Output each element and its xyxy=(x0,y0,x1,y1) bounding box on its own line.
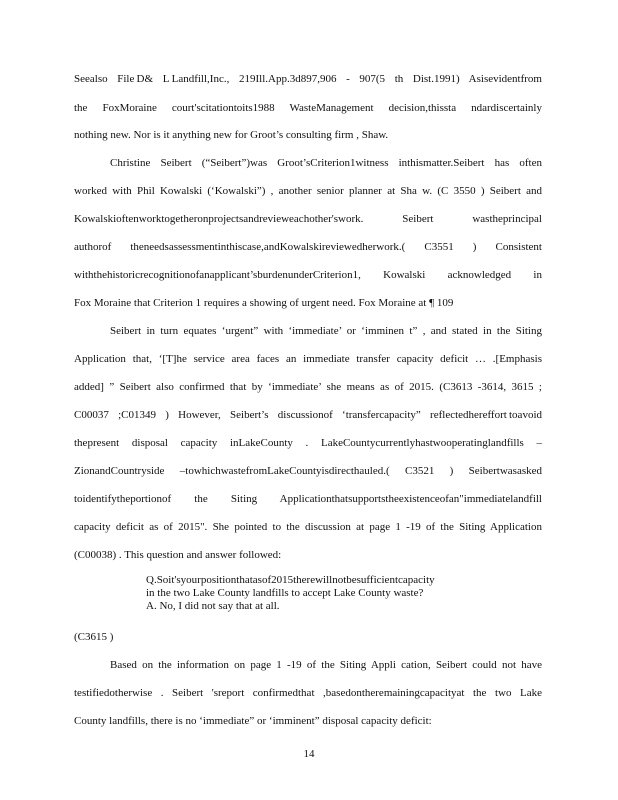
text-line: withthehistoricrecognitionofanapplicant’sburdenunderCriterion1, Kowalski acknowledged in xyxy=(74,269,542,281)
text-line: ZionandCountryside –towhichwastefromLakeCountyisdirecthauled.( C3521 ) Seibertwasasked xyxy=(74,465,542,477)
text-line: Based on the information on page 1 -19 of the Siting Appli cation, Seibert could not have xyxy=(110,659,542,671)
citation: (C3615 ) xyxy=(74,631,114,643)
text-line: authorof theneedsassessmentinthiscase,andKowalskireviewedherwork.( C3551 ) Consistent xyxy=(74,241,542,253)
text-line: Christine Seibert (“Seibert”)was Groot’sCriterion1witness inthismatter.Seibert has often xyxy=(110,157,542,169)
quote-line: Q.Soit'syourpositionthatasof2015therewillnotbesufficientcapacity xyxy=(146,574,435,586)
text-line: Application that, ‘[T]he service area faces an immediate transfer capacity deficit … .[Emphasis xyxy=(74,353,542,365)
text-line: Seibert in turn equates ‘urgent” with ‘immediate’ or ‘imminen t” , and stated in the Siting xyxy=(110,325,542,337)
quote-line: A. No, I did not say that at all. xyxy=(146,600,280,612)
text-line: thepresent disposal capacity inLakeCounty . LakeCountycurrentlyhastwooperatinglandfills – xyxy=(74,437,542,449)
text-line: the FoxMoraine court'scitationtoits1988 WasteManagement decision,thissta ndardiscertainly xyxy=(74,102,542,114)
text-line: County landfills, there is no ‘immediate” or ‘imminent” disposal capacity deficit: xyxy=(74,715,432,727)
text-line: testifiedotherwise . Seibert 'sreport confirmedthat ,basedontheremainingcapacityat the two Lake xyxy=(74,687,542,699)
text-line: Kowalskioftenworktogetheronprojectsandrevieweachother'swork. Seibert wastheprincipal xyxy=(74,213,542,225)
text-line: added] ” Seibert also confirmed that by ‘immediate’ she means as of 2015. (C3613 -3614, 3615 ; xyxy=(74,381,542,393)
quote-line: in the two Lake County landfills to accept Lake County waste? xyxy=(146,587,424,599)
text-line: capacity deficit as of 2015". She pointed to the discussion at page 1 -19 of the Siting Application xyxy=(74,521,542,533)
page-number: 14 xyxy=(303,748,315,760)
text-line: nothing new. Nor is it anything new for Groot’s consulting firm , Shaw. xyxy=(74,129,389,141)
text-line: Fox Moraine that Criterion 1 requires a showing of urgent need. Fox Moraine at ¶ 109 xyxy=(74,297,454,309)
text-line: C00037 ;C01349 ) However, Seibert’s discussionof ‘transfercapacity” reflectedhereffort toavoid xyxy=(74,409,542,421)
text-line: toidentifytheportionof the Siting Applicationthatsupportstheexistenceofan"immediatelandfill xyxy=(74,493,542,505)
text-line: worked with Phil Kowalski (‘Kowalski”) , another senior planner at Sha w. (C 3550 ) Seibert and xyxy=(74,185,542,197)
text-line: Seealso File D& L Landfill,Inc., 219Ill.App.3d897,906 - 907(5 th Dist.1991) Asisevidentfrom xyxy=(74,73,542,85)
text-line: (C00038) . This question and answer followed: xyxy=(74,549,282,561)
